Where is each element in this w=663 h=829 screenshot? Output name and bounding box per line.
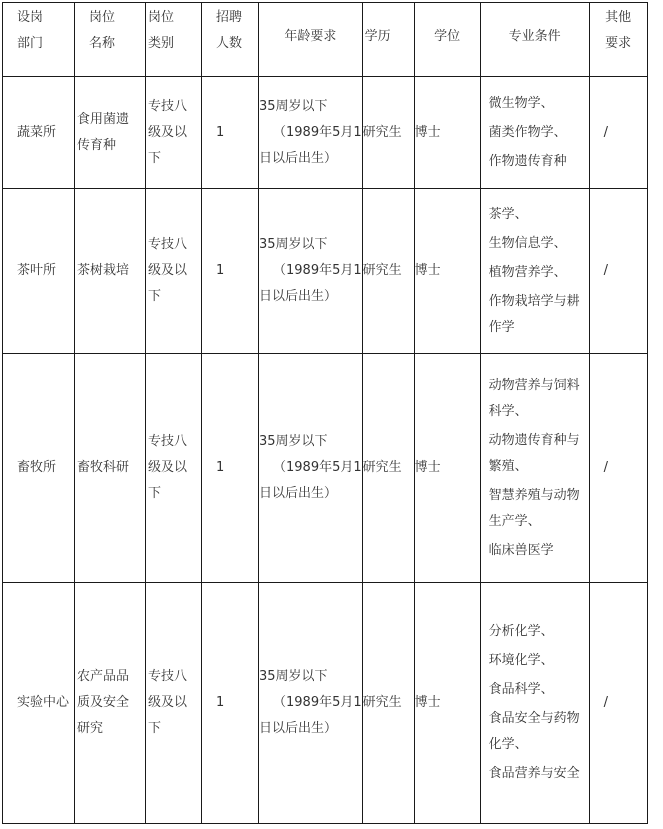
cell-age: 35周岁以下 （1989年5月1 日以后出生） [259,583,363,824]
cell-post-type: 专技八 级及以 下 [146,77,202,189]
table-row [3,354,648,583]
cell-degree: 博士 [414,189,480,354]
cell-other: / [589,583,647,824]
recruitment-table [2,2,648,824]
cell-education: 研究生 [362,77,414,189]
table-row [3,189,648,354]
cell-count: 1 [202,77,259,189]
cell-major [480,583,589,824]
header-education: 学历 [362,3,414,77]
cell-dept: 茶叶所 [3,189,75,354]
major-item: 动物营养与饲料科学、 [488,377,580,419]
cell-other: / [589,354,647,583]
header-other: 其他 要求 [589,3,647,77]
cell-major [480,77,589,189]
cell-degree: 博士 [414,583,480,824]
cell-dept: 蔬菜所 [3,77,75,189]
major-item: 茶学、 [488,206,528,222]
cell-post-type: 专技八 级及以 下 [146,583,202,824]
cell-education: 研究生 [362,583,414,824]
cell-post-type: 专技八 级及以 下 [146,354,202,583]
cell-other: / [589,189,647,354]
cell-dept: 畜牧所 [3,354,75,583]
cell-post-name: 畜牧科研 [75,354,146,583]
cell-education: 研究生 [362,189,414,354]
major-item: 食品科学、 [488,682,554,697]
major-item: 作物栽培学与耕作学 [488,293,580,335]
major-item: 菌类作物学、 [488,124,567,140]
cell-post-type: 专技八 级及以 下 [146,189,202,354]
major-item: 动物遗传育种与繁殖、 [488,432,580,474]
cell-degree: 博士 [414,354,480,583]
major-item: 食品安全与药物化学、 [488,711,580,752]
major-item: 分析化学、 [488,624,554,639]
header-degree: 学位 [414,3,480,77]
cell-major [480,189,589,354]
major-item: 环境化学、 [488,653,554,668]
major-item: 智慧养殖与动物生产学、 [488,487,580,529]
cell-age: 35周岁以下 （1989年5月1 日以后出生） [259,189,363,354]
cell-age: 35周岁以下 （1989年5月1 日以后出生） [259,354,363,583]
cell-count: 1 [202,189,259,354]
cell-other: / [589,77,647,189]
major-item: 植物营养学、 [488,264,567,280]
table-row [3,583,648,824]
major-item: 食品营养与安全 [488,766,580,781]
header-post-type: 岗位 类别 [146,3,202,77]
header-post-name: 岗位 名称 [75,3,146,77]
cell-degree: 博士 [414,77,480,189]
table-row [3,77,648,189]
major-item: 临床兽医学 [488,542,554,558]
major-item: 作物遗传育种 [488,153,567,169]
major-item: 生物信息学、 [488,235,567,251]
cell-education: 研究生 [362,354,414,583]
cell-post-name: 农产品品 质及安全 研究 [75,583,146,824]
cell-count: 1 [202,354,259,583]
header-major: 专业条件 [480,3,589,77]
cell-dept: 实验中心 [3,583,75,824]
header-count: 招聘 人数 [202,3,259,77]
cell-post-name: 茶树栽培 [75,189,146,354]
header-age: 年龄要求 [259,3,363,77]
cell-major [480,354,589,583]
major-item: 微生物学、 [488,95,554,111]
cell-post-name: 食用菌遗 传育种 [75,77,146,189]
header-row [3,3,648,77]
cell-count: 1 [202,583,259,824]
header-dept: 设岗 部门 [3,3,75,77]
cell-age: 35周岁以下 （1989年5月1 日以后出生） [259,77,363,189]
